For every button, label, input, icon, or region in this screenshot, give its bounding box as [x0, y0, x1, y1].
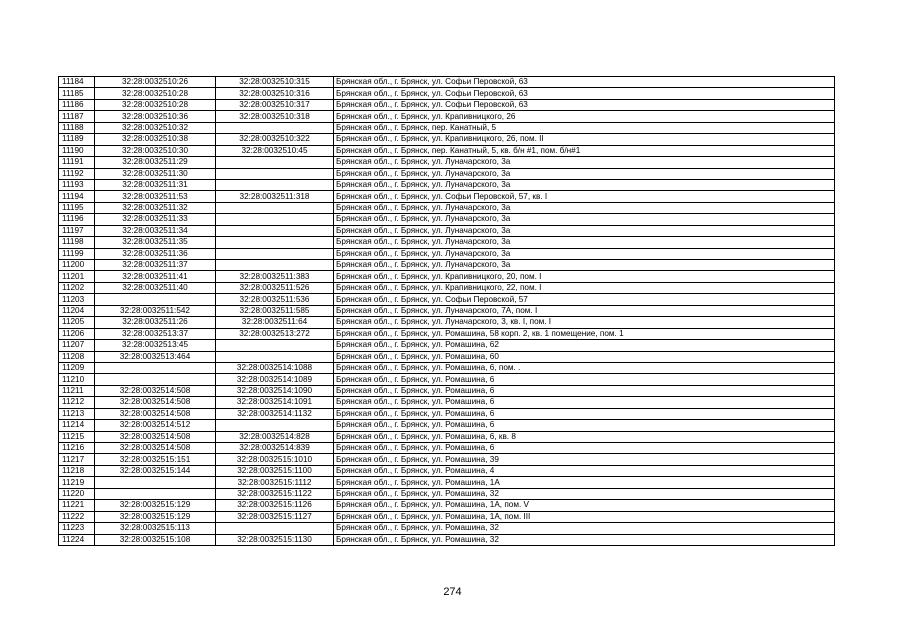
address-cell: Брянская обл., г. Брянск, ул. Луначарского, 3а [334, 202, 835, 213]
address-cell: Брянская обл., г. Брянск, ул. Луначарского, 3а [334, 214, 835, 225]
object-cadastral-number-cell [216, 202, 334, 213]
table-row [59, 282, 835, 293]
table-row [59, 157, 835, 168]
cadastral-number-cell: 32:28:0032514:508 [95, 397, 216, 408]
cadastral-number-cell: 32:28:0032511:41 [95, 271, 216, 282]
row-number-cell: 11213 [59, 408, 95, 419]
cadastral-number-cell: 32:28:0032515:129 [95, 511, 216, 522]
registry-table-body [59, 77, 835, 546]
row-number-cell: 11208 [59, 351, 95, 362]
address-cell: Брянская обл., г. Брянск, ул. Луначарского, 3а [334, 260, 835, 271]
cadastral-number-cell [95, 294, 216, 305]
object-cadastral-number-cell [216, 157, 334, 168]
row-number-cell: 11202 [59, 282, 95, 293]
object-cadastral-number-cell: 32:28:0032515:1122 [216, 488, 334, 499]
address-cell: Брянская обл., г. Брянск, ул. Софьи Перовской, 57 [334, 294, 835, 305]
cadastral-number-cell: 32:28:0032511:29 [95, 157, 216, 168]
table-row [59, 191, 835, 202]
table-row [59, 168, 835, 179]
table-row [59, 443, 835, 454]
cadastral-number-cell: 32:28:0032511:53 [95, 191, 216, 202]
address-cell: Брянская обл., г. Брянск, ул. Ромашина, 32 [334, 523, 835, 534]
cadastral-number-cell: 32:28:0032514:508 [95, 385, 216, 396]
address-cell: Брянская обл., г. Брянск, ул. Ромашина, 6 [334, 408, 835, 419]
row-number-cell: 11223 [59, 523, 95, 534]
table-row [59, 214, 835, 225]
object-cadastral-number-cell: 32:28:0032515:1010 [216, 454, 334, 465]
address-cell: Брянская обл., г. Брянск, ул. Ромашина, 60 [334, 351, 835, 362]
address-cell: Брянская обл., г. Брянск, ул. Ромашина, 39 [334, 454, 835, 465]
cadastral-number-cell: 32:28:0032510:28 [95, 88, 216, 99]
object-cadastral-number-cell: 32:28:0032511:318 [216, 191, 334, 202]
row-number-cell: 11224 [59, 534, 95, 545]
row-number-cell: 11222 [59, 511, 95, 522]
table-row [59, 523, 835, 534]
object-cadastral-number-cell [216, 523, 334, 534]
address-cell: Брянская обл., г. Брянск, ул. Софьи Перовской, 63 [334, 77, 835, 88]
address-cell: Брянская обл., г. Брянск, ул. Софьи Перовской, 63 [334, 88, 835, 99]
row-number-cell: 11220 [59, 488, 95, 499]
cadastral-number-cell: 32:28:0032514:508 [95, 431, 216, 442]
object-cadastral-number-cell [216, 122, 334, 133]
object-cadastral-number-cell: 32:28:0032514:1132 [216, 408, 334, 419]
row-number-cell: 11187 [59, 111, 95, 122]
address-cell: Брянская обл., г. Брянск, ул. Ромашина, 6 [334, 443, 835, 454]
registry-table [58, 76, 835, 546]
address-cell: Брянская обл., г. Брянск, ул. Ромашина, 6 [334, 385, 835, 396]
object-cadastral-number-cell [216, 340, 334, 351]
table-row [59, 145, 835, 156]
table-row [59, 534, 835, 545]
table-row [59, 340, 835, 351]
cadastral-number-cell [95, 362, 216, 373]
cadastral-number-cell: 32:28:0032510:38 [95, 134, 216, 145]
address-cell: Брянская обл., г. Брянск, ул. Луначарского, 3а [334, 157, 835, 168]
object-cadastral-number-cell: 32:28:0032511:383 [216, 271, 334, 282]
object-cadastral-number-cell: 32:28:0032514:1088 [216, 362, 334, 373]
cadastral-number-cell: 32:28:0032511:37 [95, 260, 216, 271]
row-number-cell: 11189 [59, 134, 95, 145]
cadastral-number-cell: 32:28:0032511:31 [95, 179, 216, 190]
cadastral-number-cell: 32:28:0032513:45 [95, 340, 216, 351]
table-row [59, 88, 835, 99]
row-number-cell: 11193 [59, 179, 95, 190]
address-cell: Брянская обл., г. Брянск, ул. Луначарского, 3а [334, 248, 835, 259]
object-cadastral-number-cell: 32:28:0032510:45 [216, 145, 334, 156]
object-cadastral-number-cell [216, 179, 334, 190]
cadastral-number-cell: 32:28:0032510:32 [95, 122, 216, 133]
cadastral-number-cell: 32:28:0032515:108 [95, 534, 216, 545]
object-cadastral-number-cell: 32:28:0032514:839 [216, 443, 334, 454]
address-cell: Брянская обл., г. Брянск, пер. Канатный, 5 [334, 122, 835, 133]
object-cadastral-number-cell: 32:28:0032515:1127 [216, 511, 334, 522]
object-cadastral-number-cell: 32:28:0032513:272 [216, 328, 334, 339]
address-cell: Брянская обл., г. Брянск, ул. Ромашина, 6 [334, 397, 835, 408]
address-cell: Брянская обл., г. Брянск, ул. Луначарского, 7А, пом. I [334, 305, 835, 316]
address-cell: Брянская обл., г. Брянск, ул. Луначарского, 3, кв. I, пом. I [334, 317, 835, 328]
table-row [59, 385, 835, 396]
cadastral-number-cell: 32:28:0032515:144 [95, 465, 216, 476]
table-row [59, 271, 835, 282]
table-row [59, 431, 835, 442]
cadastral-number-cell: 32:28:0032511:32 [95, 202, 216, 213]
cadastral-number-cell: 32:28:0032511:36 [95, 248, 216, 259]
row-number-cell: 11221 [59, 500, 95, 511]
cadastral-number-cell: 32:28:0032511:30 [95, 168, 216, 179]
row-number-cell: 11185 [59, 88, 95, 99]
object-cadastral-number-cell: 32:28:0032515:1130 [216, 534, 334, 545]
row-number-cell: 11201 [59, 271, 95, 282]
object-cadastral-number-cell: 32:28:0032514:1089 [216, 374, 334, 385]
address-cell: Брянская обл., г. Брянск, ул. Ромашина, 4 [334, 465, 835, 476]
cadastral-number-cell [95, 488, 216, 499]
table-row [59, 111, 835, 122]
table-row [59, 305, 835, 316]
object-cadastral-number-cell: 32:28:0032511:536 [216, 294, 334, 305]
table-row [59, 511, 835, 522]
cadastral-number-cell: 32:28:0032511:33 [95, 214, 216, 225]
row-number-cell: 11207 [59, 340, 95, 351]
address-cell: Брянская обл., г. Брянск, ул. Ромашина, 1А, пом. V [334, 500, 835, 511]
address-cell: Брянская обл., г. Брянск, ул. Ромашина, 32 [334, 534, 835, 545]
table-row [59, 134, 835, 145]
table-row [59, 317, 835, 328]
address-cell: Брянская обл., г. Брянск, ул. Ромашина, 6, кв. 8 [334, 431, 835, 442]
cadastral-number-cell: 32:28:0032510:28 [95, 99, 216, 110]
table-row [59, 351, 835, 362]
row-number-cell: 11214 [59, 420, 95, 431]
table-row [59, 294, 835, 305]
address-cell: Брянская обл., г. Брянск, ул. Ромашина, 58 корп. 2, кв. 1 помещение, пом. 1 [334, 328, 835, 339]
table-row [59, 408, 835, 419]
row-number-cell: 11205 [59, 317, 95, 328]
row-number-cell: 11192 [59, 168, 95, 179]
address-cell: Брянская обл., г. Брянск, ул. Луначарского, 3а [334, 168, 835, 179]
row-number-cell: 11210 [59, 374, 95, 385]
table-row [59, 237, 835, 248]
row-number-cell: 11186 [59, 99, 95, 110]
object-cadastral-number-cell [216, 248, 334, 259]
row-number-cell: 11188 [59, 122, 95, 133]
object-cadastral-number-cell [216, 237, 334, 248]
cadastral-number-cell: 32:28:0032514:508 [95, 408, 216, 419]
address-cell: Брянская обл., г. Брянск, ул. Ромашина, 6 [334, 420, 835, 431]
cadastral-number-cell: 32:28:0032515:129 [95, 500, 216, 511]
row-number-cell: 11184 [59, 77, 95, 88]
cadastral-number-cell: 32:28:0032510:26 [95, 77, 216, 88]
address-cell: Брянская обл., г. Брянск, ул. Софьи Перовской, 57, кв. I [334, 191, 835, 202]
object-cadastral-number-cell: 32:28:0032515:1112 [216, 477, 334, 488]
cadastral-number-cell: 32:28:0032511:40 [95, 282, 216, 293]
row-number-cell: 11217 [59, 454, 95, 465]
object-cadastral-number-cell: 32:28:0032510:317 [216, 99, 334, 110]
object-cadastral-number-cell: 32:28:0032511:526 [216, 282, 334, 293]
object-cadastral-number-cell: 32:28:0032514:1090 [216, 385, 334, 396]
address-cell: Брянская обл., г. Брянск, ул. Крапивницкого, 26, пом. II [334, 134, 835, 145]
object-cadastral-number-cell: 32:28:0032510:316 [216, 88, 334, 99]
cadastral-number-cell: 32:28:0032515:113 [95, 523, 216, 534]
row-number-cell: 11216 [59, 443, 95, 454]
object-cadastral-number-cell: 32:28:0032510:318 [216, 111, 334, 122]
cadastral-number-cell: 32:28:0032513:37 [95, 328, 216, 339]
row-number-cell: 11218 [59, 465, 95, 476]
table-row [59, 225, 835, 236]
object-cadastral-number-cell: 32:28:0032510:322 [216, 134, 334, 145]
table-row [59, 420, 835, 431]
row-number-cell: 11194 [59, 191, 95, 202]
row-number-cell: 11209 [59, 362, 95, 373]
cadastral-number-cell: 32:28:0032514:508 [95, 443, 216, 454]
page-number: 274 [443, 586, 462, 598]
object-cadastral-number-cell: 32:28:0032514:828 [216, 431, 334, 442]
object-cadastral-number-cell [216, 420, 334, 431]
address-cell: Брянская обл., г. Брянск, ул. Софьи Перовской, 63 [334, 99, 835, 110]
address-cell: Брянская обл., г. Брянск, ул. Ромашина, 32 [334, 488, 835, 499]
table-row [59, 397, 835, 408]
address-cell: Брянская обл., г. Брянск, ул. Крапивницкого, 22, пом. I [334, 282, 835, 293]
table-row [59, 260, 835, 271]
row-number-cell: 11200 [59, 260, 95, 271]
row-number-cell: 11198 [59, 237, 95, 248]
object-cadastral-number-cell [216, 168, 334, 179]
cadastral-number-cell: 32:28:0032511:35 [95, 237, 216, 248]
row-number-cell: 11203 [59, 294, 95, 305]
cadastral-number-cell: 32:28:0032515:151 [95, 454, 216, 465]
row-number-cell: 11215 [59, 431, 95, 442]
object-cadastral-number-cell: 32:28:0032515:1126 [216, 500, 334, 511]
cadastral-number-cell [95, 374, 216, 385]
address-cell: Брянская обл., г. Брянск, ул. Ромашина, 1А, пом. III [334, 511, 835, 522]
address-cell: Брянская обл., г. Брянск, ул. Крапивницкого, 26 [334, 111, 835, 122]
object-cadastral-number-cell: 32:28:0032511:585 [216, 305, 334, 316]
table-row [59, 500, 835, 511]
cadastral-number-cell: 32:28:0032511:26 [95, 317, 216, 328]
address-cell: Брянская обл., г. Брянск, ул. Крапивницкого, 20, пом. I [334, 271, 835, 282]
table-row [59, 465, 835, 476]
row-number-cell: 11197 [59, 225, 95, 236]
cadastral-number-cell [95, 477, 216, 488]
row-number-cell: 11204 [59, 305, 95, 316]
row-number-cell: 11211 [59, 385, 95, 396]
table-row [59, 77, 835, 88]
address-cell: Брянская обл., г. Брянск, ул. Луначарского, 3а [334, 225, 835, 236]
table-row [59, 122, 835, 133]
table-row [59, 454, 835, 465]
table-row [59, 248, 835, 259]
object-cadastral-number-cell [216, 214, 334, 225]
object-cadastral-number-cell: 32:28:0032511:64 [216, 317, 334, 328]
row-number-cell: 11191 [59, 157, 95, 168]
table-row [59, 477, 835, 488]
object-cadastral-number-cell: 32:28:0032514:1091 [216, 397, 334, 408]
address-cell: Брянская обл., г. Брянск, ул. Луначарского, 3а [334, 179, 835, 190]
address-cell: Брянская обл., г. Брянск, ул. Ромашина, 6, пом. . [334, 362, 835, 373]
cadastral-number-cell: 32:28:0032514:512 [95, 420, 216, 431]
object-cadastral-number-cell [216, 351, 334, 362]
object-cadastral-number-cell [216, 225, 334, 236]
table-row [59, 202, 835, 213]
address-cell: Брянская обл., г. Брянск, ул. Ромашина, 1А [334, 477, 835, 488]
object-cadastral-number-cell: 32:28:0032510:315 [216, 77, 334, 88]
table-row [59, 362, 835, 373]
cadastral-number-cell: 32:28:0032510:30 [95, 145, 216, 156]
object-cadastral-number-cell [216, 260, 334, 271]
cadastral-number-cell: 32:28:0032511:34 [95, 225, 216, 236]
cadastral-number-cell: 32:28:0032513:464 [95, 351, 216, 362]
address-cell: Брянская обл., г. Брянск, ул. Ромашина, 6 [334, 374, 835, 385]
row-number-cell: 11199 [59, 248, 95, 259]
row-number-cell: 11206 [59, 328, 95, 339]
row-number-cell: 11190 [59, 145, 95, 156]
table-row [59, 328, 835, 339]
table-row [59, 99, 835, 110]
table-row [59, 374, 835, 385]
row-number-cell: 11219 [59, 477, 95, 488]
table-row [59, 179, 835, 190]
address-cell: Брянская обл., г. Брянск, ул. Ромашина, 62 [334, 340, 835, 351]
cadastral-number-cell: 32:28:0032510:36 [95, 111, 216, 122]
object-cadastral-number-cell: 32:28:0032515:1100 [216, 465, 334, 476]
table-row [59, 488, 835, 499]
row-number-cell: 11196 [59, 214, 95, 225]
address-cell: Брянская обл., г. Брянск, ул. Луначарского, 3а [334, 237, 835, 248]
row-number-cell: 11212 [59, 397, 95, 408]
cadastral-number-cell: 32:28:0032511:542 [95, 305, 216, 316]
address-cell: Брянская обл., г. Брянск, пер. Канатный, 5, кв. б/н #1, пом. б/н#1 [334, 145, 835, 156]
row-number-cell: 11195 [59, 202, 95, 213]
